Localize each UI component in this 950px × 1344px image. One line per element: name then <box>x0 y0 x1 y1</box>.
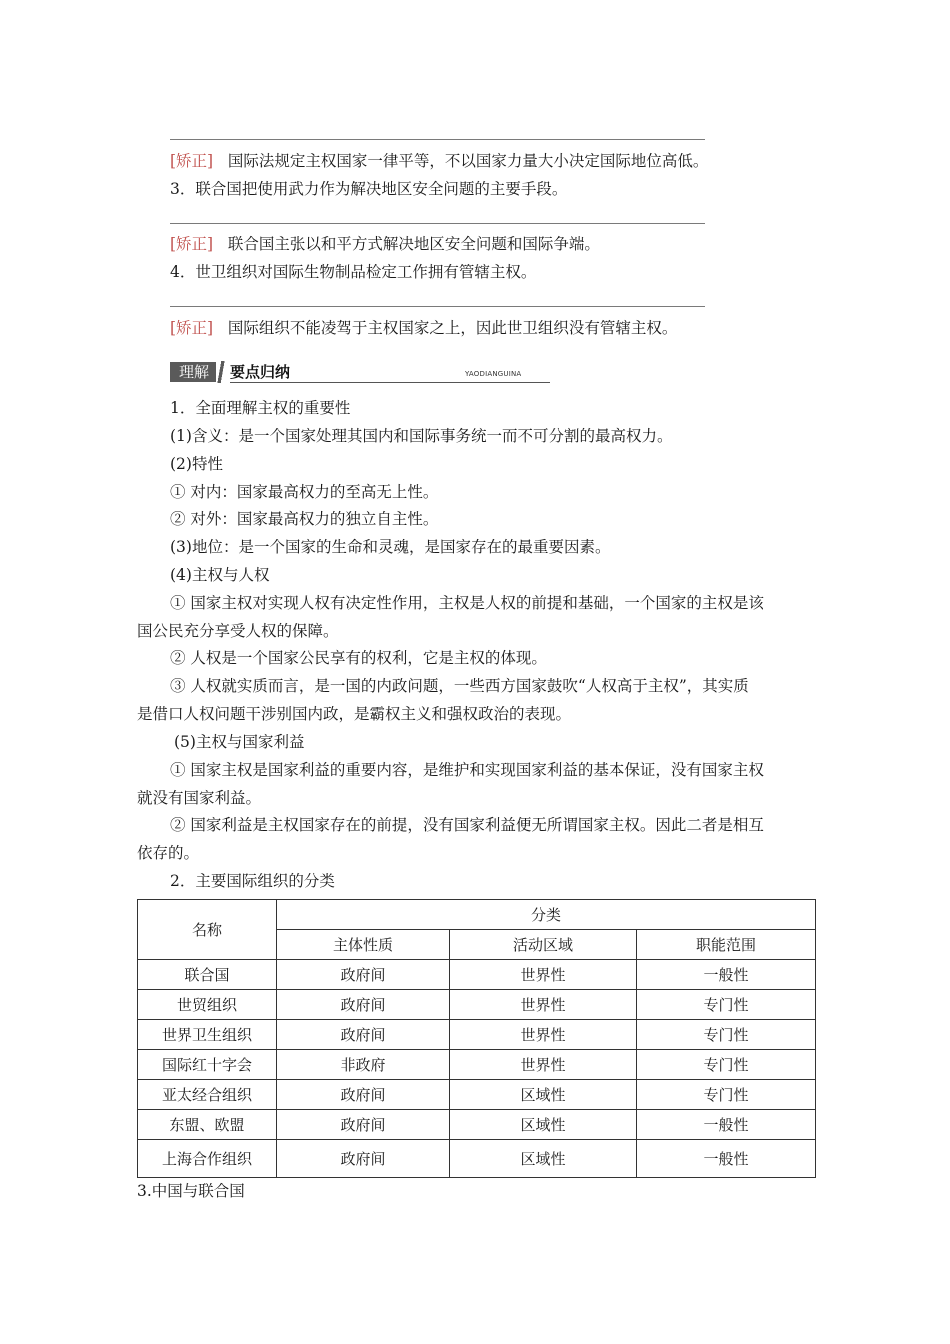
table-cell: 专门性 <box>637 1080 816 1110</box>
paragraph: (3)地位：是一个国家的生命和灵魂，是国家存在的最重要因素。 <box>170 538 611 556</box>
table-cell: 区域性 <box>450 1140 637 1178</box>
banner-pinyin: YAODIANGUINA <box>465 370 522 378</box>
table-row <box>138 1110 816 1140</box>
section-2-title: 2．主要国际组织的分类 <box>170 872 335 890</box>
correction-3 <box>170 318 677 338</box>
table-cell: 东盟、欧盟 <box>138 1110 277 1140</box>
banner-slash <box>216 361 226 383</box>
correction-tag: [矫正] <box>170 152 214 170</box>
table-row <box>138 1020 816 1050</box>
table-cell: 世界性 <box>450 960 637 990</box>
table-cell: 一般性 <box>637 1140 816 1178</box>
table-cell: 世界性 <box>450 1050 637 1080</box>
table-row <box>138 1050 816 1080</box>
table-cell: 政府间 <box>277 1110 450 1140</box>
table-cell: 政府间 <box>277 960 450 990</box>
banner-underline <box>230 382 550 383</box>
paragraph: ② 对外：国家最高权力的独立自主性。 <box>170 510 439 528</box>
paragraph: (4)主权与人权 <box>170 566 270 584</box>
table-cell: 政府间 <box>277 1140 450 1178</box>
paragraph: 依存的。 <box>137 844 200 862</box>
correction-2 <box>170 234 600 254</box>
statement-4: 4．世卫组织对国际生物制品检定工作拥有管辖主权。 <box>170 263 537 281</box>
table-row <box>138 990 816 1020</box>
header-column: 主体性质 <box>277 930 450 960</box>
table-cell: 非政府 <box>277 1050 450 1080</box>
table-row <box>138 1080 816 1110</box>
table-row <box>138 1140 816 1178</box>
paragraph: 是借口人权问题干涉别国内政，是霸权主义和强权政治的表现。 <box>137 705 572 723</box>
correction-tag: [矫正] <box>170 235 214 253</box>
answer-line-1 <box>170 139 705 140</box>
table-cell: 上海合作组织 <box>138 1140 277 1178</box>
table-header-row <box>138 900 816 930</box>
correction-1 <box>170 151 708 171</box>
section-1-title: 1．全面理解主权的重要性 <box>170 399 351 417</box>
header-column: 活动区域 <box>450 930 637 960</box>
table-cell: 一般性 <box>637 1110 816 1140</box>
table-cell: 世界卫生组织 <box>138 1020 277 1050</box>
paragraph: 国公民充分享受人权的保障。 <box>137 622 339 640</box>
table-cell: 世界性 <box>450 1020 637 1050</box>
section-banner <box>170 361 550 383</box>
answer-line-3 <box>170 306 705 307</box>
paragraph: (2)特性 <box>170 455 223 473</box>
paragraph: ② 人权是一个国家公民享有的权利，它是主权的体现。 <box>170 649 547 667</box>
table-cell: 政府间 <box>277 1080 450 1110</box>
paragraph: ① 国家主权是国家利益的重要内容，是维护和实现国家利益的基本保证，没有国家主权 <box>170 761 764 779</box>
correction-text: 联合国主张以和平方式解决地区安全问题和国际争端。 <box>227 235 600 253</box>
correction-text: 国际法规定主权国家一律平等，不以国家力量大小决定国际地位高低。 <box>227 152 709 170</box>
table-cell: 专门性 <box>637 990 816 1020</box>
paragraph: (5)主权与国家利益 <box>174 733 305 751</box>
correction-tag: [矫正] <box>170 319 214 337</box>
paragraph: 就没有国家利益。 <box>137 789 262 807</box>
answer-line-2 <box>170 223 705 224</box>
organization-table <box>137 899 816 1178</box>
paragraph: (1)含义：是一个国家处理其国内和国际事务统一而不可分割的最高权力。 <box>170 427 673 445</box>
section-3-title: 3.中国与联合国 <box>137 1182 245 1200</box>
header-name: 名称 <box>138 900 277 960</box>
paragraph: ① 国家主权对实现人权有决定性作用，主权是人权的前提和基础，一个国家的主权是该 <box>170 594 764 612</box>
table-cell: 国际红十字会 <box>138 1050 277 1080</box>
correction-text: 国际组织不能凌驾于主权国家之上，因此世卫组织没有管辖主权。 <box>227 319 678 337</box>
table-cell: 亚太经合组织 <box>138 1080 277 1110</box>
table-cell: 政府间 <box>277 1020 450 1050</box>
table-row <box>138 960 816 990</box>
table-cell: 联合国 <box>138 960 277 990</box>
header-group: 分类 <box>277 900 816 930</box>
paragraph: ① 对内：国家最高权力的至高无上性。 <box>170 483 439 501</box>
table-cell: 世贸组织 <box>138 990 277 1020</box>
statement-3: 3．联合国把使用武力作为解决地区安全问题的主要手段。 <box>170 180 568 198</box>
table-cell: 世界性 <box>450 990 637 1020</box>
banner-label-understand: 理解 <box>170 362 218 382</box>
banner-title: 要点归纳 <box>230 363 291 381</box>
paragraph: ② 国家利益是主权国家存在的前提，没有国家利益便无所谓国家主权。因此二者是相互 <box>170 816 764 834</box>
table-cell: 一般性 <box>637 960 816 990</box>
table-cell: 专门性 <box>637 1020 816 1050</box>
paragraph: ③ 人权就实质而言，是一国的内政问题，一些西方国家鼓吹“人权高于主权”，其实质 <box>170 677 749 695</box>
table-cell: 区域性 <box>450 1080 637 1110</box>
table-cell: 区域性 <box>450 1110 637 1140</box>
table-cell: 政府间 <box>277 990 450 1020</box>
header-column: 职能范围 <box>637 930 816 960</box>
table-cell: 专门性 <box>637 1050 816 1080</box>
